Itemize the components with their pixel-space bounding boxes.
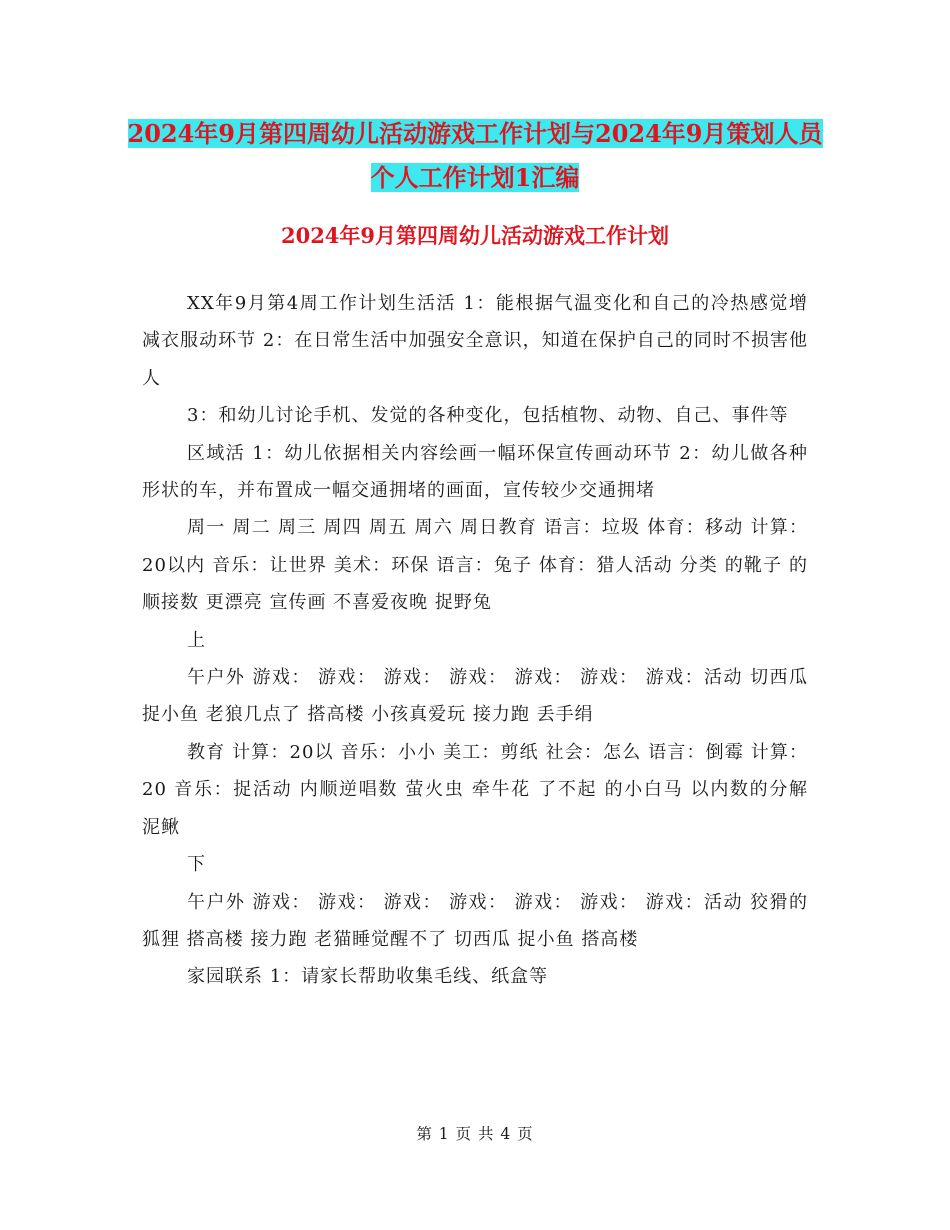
section-title: 2024年9月第四周幼儿活动游戏工作计划 bbox=[280, 223, 670, 248]
document-title bbox=[120, 112, 830, 200]
paragraph-afternoon-outdoor: 午户外 游戏： 游戏： 游戏： 游戏： 游戏： 游戏： 游戏：活动 狡猾的狐狸 搭高楼 接力跑 老猫睡觉醒不了 切西瓜 捉小鱼 搭高楼 bbox=[142, 891, 808, 950]
paragraph-weekly-education: 周一 周二 周三 周四 周五 周六 周日教育 语言：垃圾 体育：移动 计算：20以内 音乐：让世界 美术：环保 语言：兔子 体育：猎人活动 分类 的靴子 的顺接数 更漂亮 宣传画 不喜爱夜晚 捉野兔 bbox=[142, 517, 808, 614]
paragraph-home-contact: 家园联系 1：请家长帮助收集毛线、纸盒等 bbox=[187, 966, 549, 988]
paragraph-afternoon-label: 下 bbox=[187, 854, 206, 876]
document-body bbox=[142, 285, 808, 996]
paragraph-morning-outdoor: 午户外 游戏： 游戏： 游戏： 游戏： 游戏： 游戏： 游戏：活动 切西瓜 捉小鱼 老狼几点了 搭高楼 小孩真爱玩 接力跑 丢手绢 bbox=[142, 667, 808, 726]
paragraph-discussion: 3：和幼儿讨论手机、发觉的各种变化，包括植物、动物、自己、事件等 bbox=[187, 405, 789, 427]
paragraph-morning-label: 上 bbox=[187, 629, 206, 651]
page-number-footer: 第 1 页 共 4 页 bbox=[416, 1125, 534, 1143]
paragraph-life-activities: XX年9月第4周工作计划生活活 1：能根据气温变化和自己的冷热感觉增减衣服动环节 2：在日常生活中加强安全意识，知道在保护自己的同时不损害他人 bbox=[142, 293, 808, 389]
paragraph-area-activities: 区域活 1：幼儿依据相关内容绘画一幅环保宣传画动环节 2：幼儿做各种形状的车，并布置成一幅交通拥堵的画面，宣传较少交通拥堵 bbox=[142, 442, 808, 502]
paragraph-afternoon-education: 教育 计算：20以 音乐：小小 美工：剪纸 社会：怎么 语言：倒霉 计算：20 音乐：捉活动 内顺逆唱数 萤火虫 牵牛花 了不起 的小白马 以内数的分解 泥鳅 bbox=[142, 741, 808, 838]
document-title-highlight: 2024年9月第四周幼儿活动游戏工作计划与2024年9月策划人员个人工作计划1汇编 bbox=[127, 119, 823, 192]
